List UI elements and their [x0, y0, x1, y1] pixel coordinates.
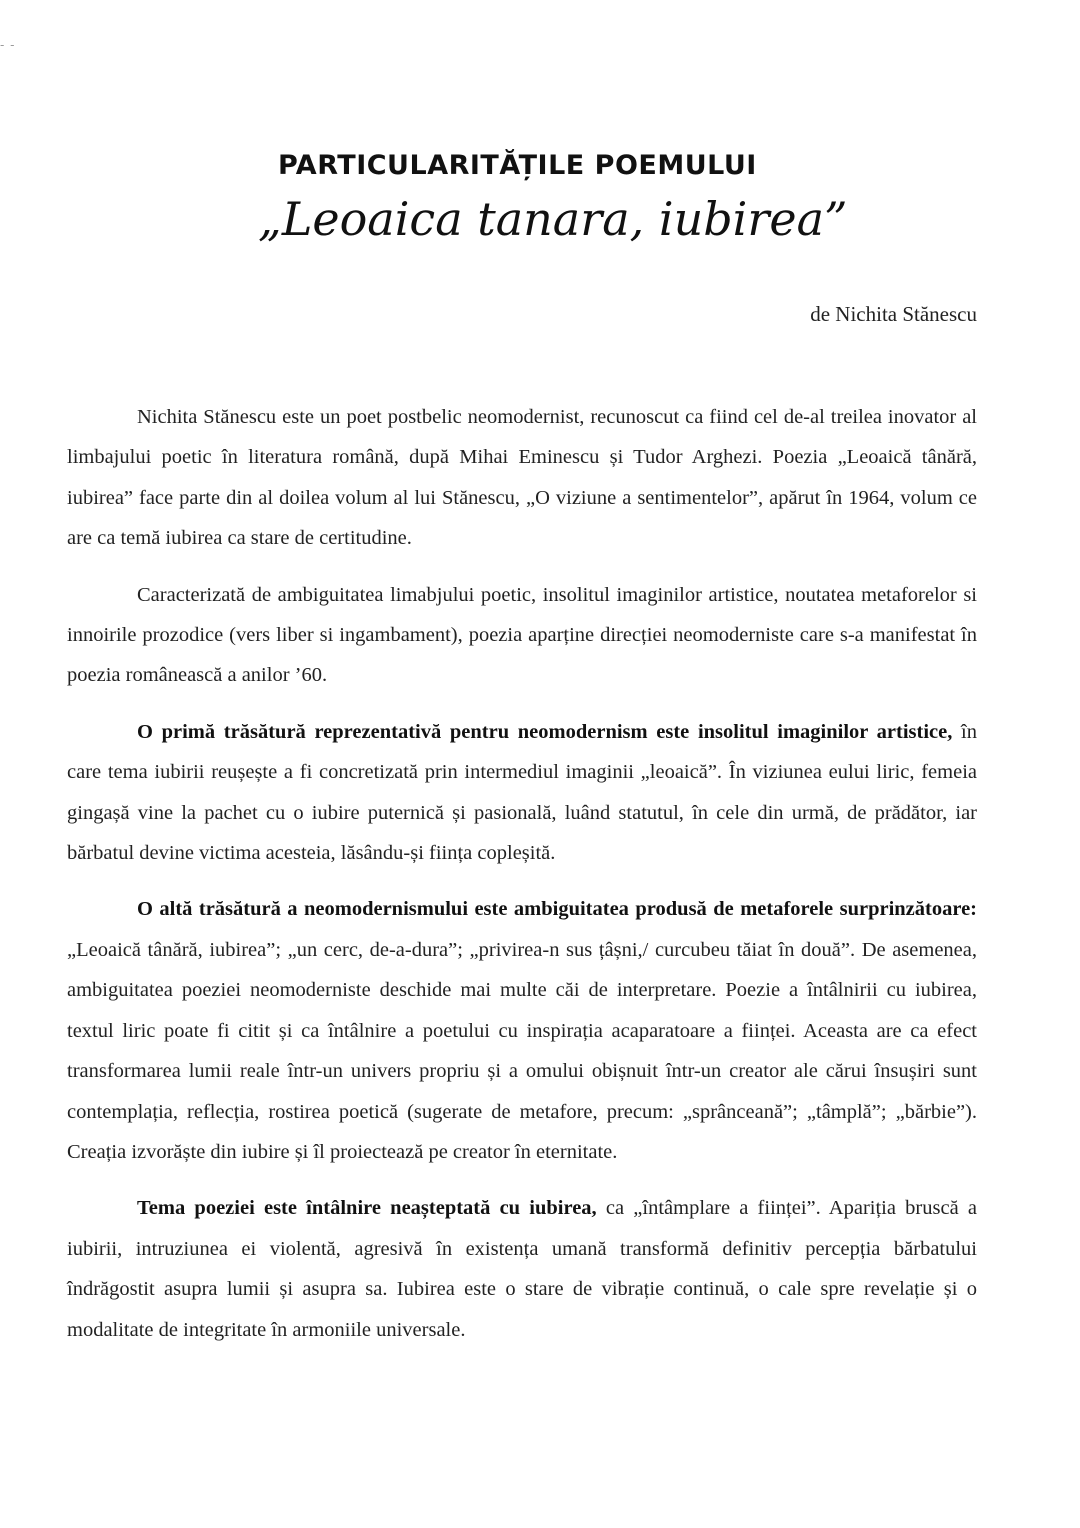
paragraph-bold-lead: O primă trăsătură reprezentativă pentru neomodernism este insolitul imaginilor artistice,: [137, 720, 953, 743]
corner-mark: - -: [0, 38, 16, 52]
author-line: de Nichita Stănescu: [810, 302, 977, 326]
paragraph-bold-lead: Tema poeziei este întâlnire neașteptată cu iubirea,: [137, 1197, 597, 1220]
paragraph: [67, 1188, 977, 1350]
paragraph-text: „Leoaică tânără, iubirea”; „un cerc, de-a-dura”; „privirea-n sus țâșni,/ curcubeu tăiat în două”. De asemenea, ambiguitatea poeziei neomoderniste deschide mai multe căi de interpretare. Poezie a întâlnirii cu iubirea, textul liric poate fi citit și ca întâlnire a poetului cu inspirația acaparatoare a ființei. Aceasta are ca efect transformarea lumii reale într-un univers propriu și a omului obișnuit într-un creator ale cărui însușiri sunt contemplația, reflecția, rostirea poetică (sugerate de metafore, precum: „sprânceană”; „tâmplă”; „bărbie”). Creația izvorăște din iubire și îl proiectează pe creator în eternitate.: [67, 938, 977, 1163]
paragraph: [67, 712, 977, 874]
paragraph-bold-lead: O altă trăsătură a neomodernismului este ambiguitatea produsă de metaforele surprinzătoare:: [137, 898, 977, 921]
paragraph-text: în care tema iubirii reușește a fi concretizată prin intermediul imaginii „leoaică”. În viziunea eului liric, femeia gingașă vine la pachet cu o iubire puternică și pasională, luând statutul, în cele din urmă, de prădător, iar bărbatul devine victima acesteia, lăsându-și ființa copleșită.: [67, 720, 977, 865]
paragraph: [67, 397, 977, 559]
paragraph-text: Nichita Stănescu este un poet postbelic neomodernist, recunoscut ca fiind cel de-al treilea inovator al limbajului poetic în literatura română, după Mihai Eminescu și Tudor Arghezi. Poezia „Leoaică tânără, iubirea” face parte din al doilea volum al lui Stănescu, „O viziune a sentimentelor”, apărut în 1964, volum ce are ca temă iubirea ca stare de certitudine.: [67, 406, 977, 550]
paragraph: [67, 889, 977, 1172]
poem-title: „Leoaica tanara, iubirea”: [258, 192, 848, 246]
paragraph-text: Caracterizată de ambiguitatea limabjului poetic, insolitul imaginilor artistice, noutatea metaforelor si innoirile prozodice (vers liber si ingambament), poezia aparține direcției neomoderniste care s-a manifestat în poezia românească a anilor ’60.: [67, 583, 977, 687]
paragraph-text: ca „întâmplare a ființei”. Apariția bruscă a iubirii, intruziunea ei violentă, agresivă în existența umană transformă definitiv percepția bărbatului îndrăgostit asupra lumii și asupra sa. Iubirea este o stare de vibrație continuă, o cale spre revelație și o modalitate de integritate în armoniile universale.: [67, 1197, 977, 1341]
paragraph: [67, 575, 977, 696]
document-body: [67, 397, 977, 1366]
document-title: PARTICULARITĂȚILE POEMULUI: [278, 150, 757, 181]
